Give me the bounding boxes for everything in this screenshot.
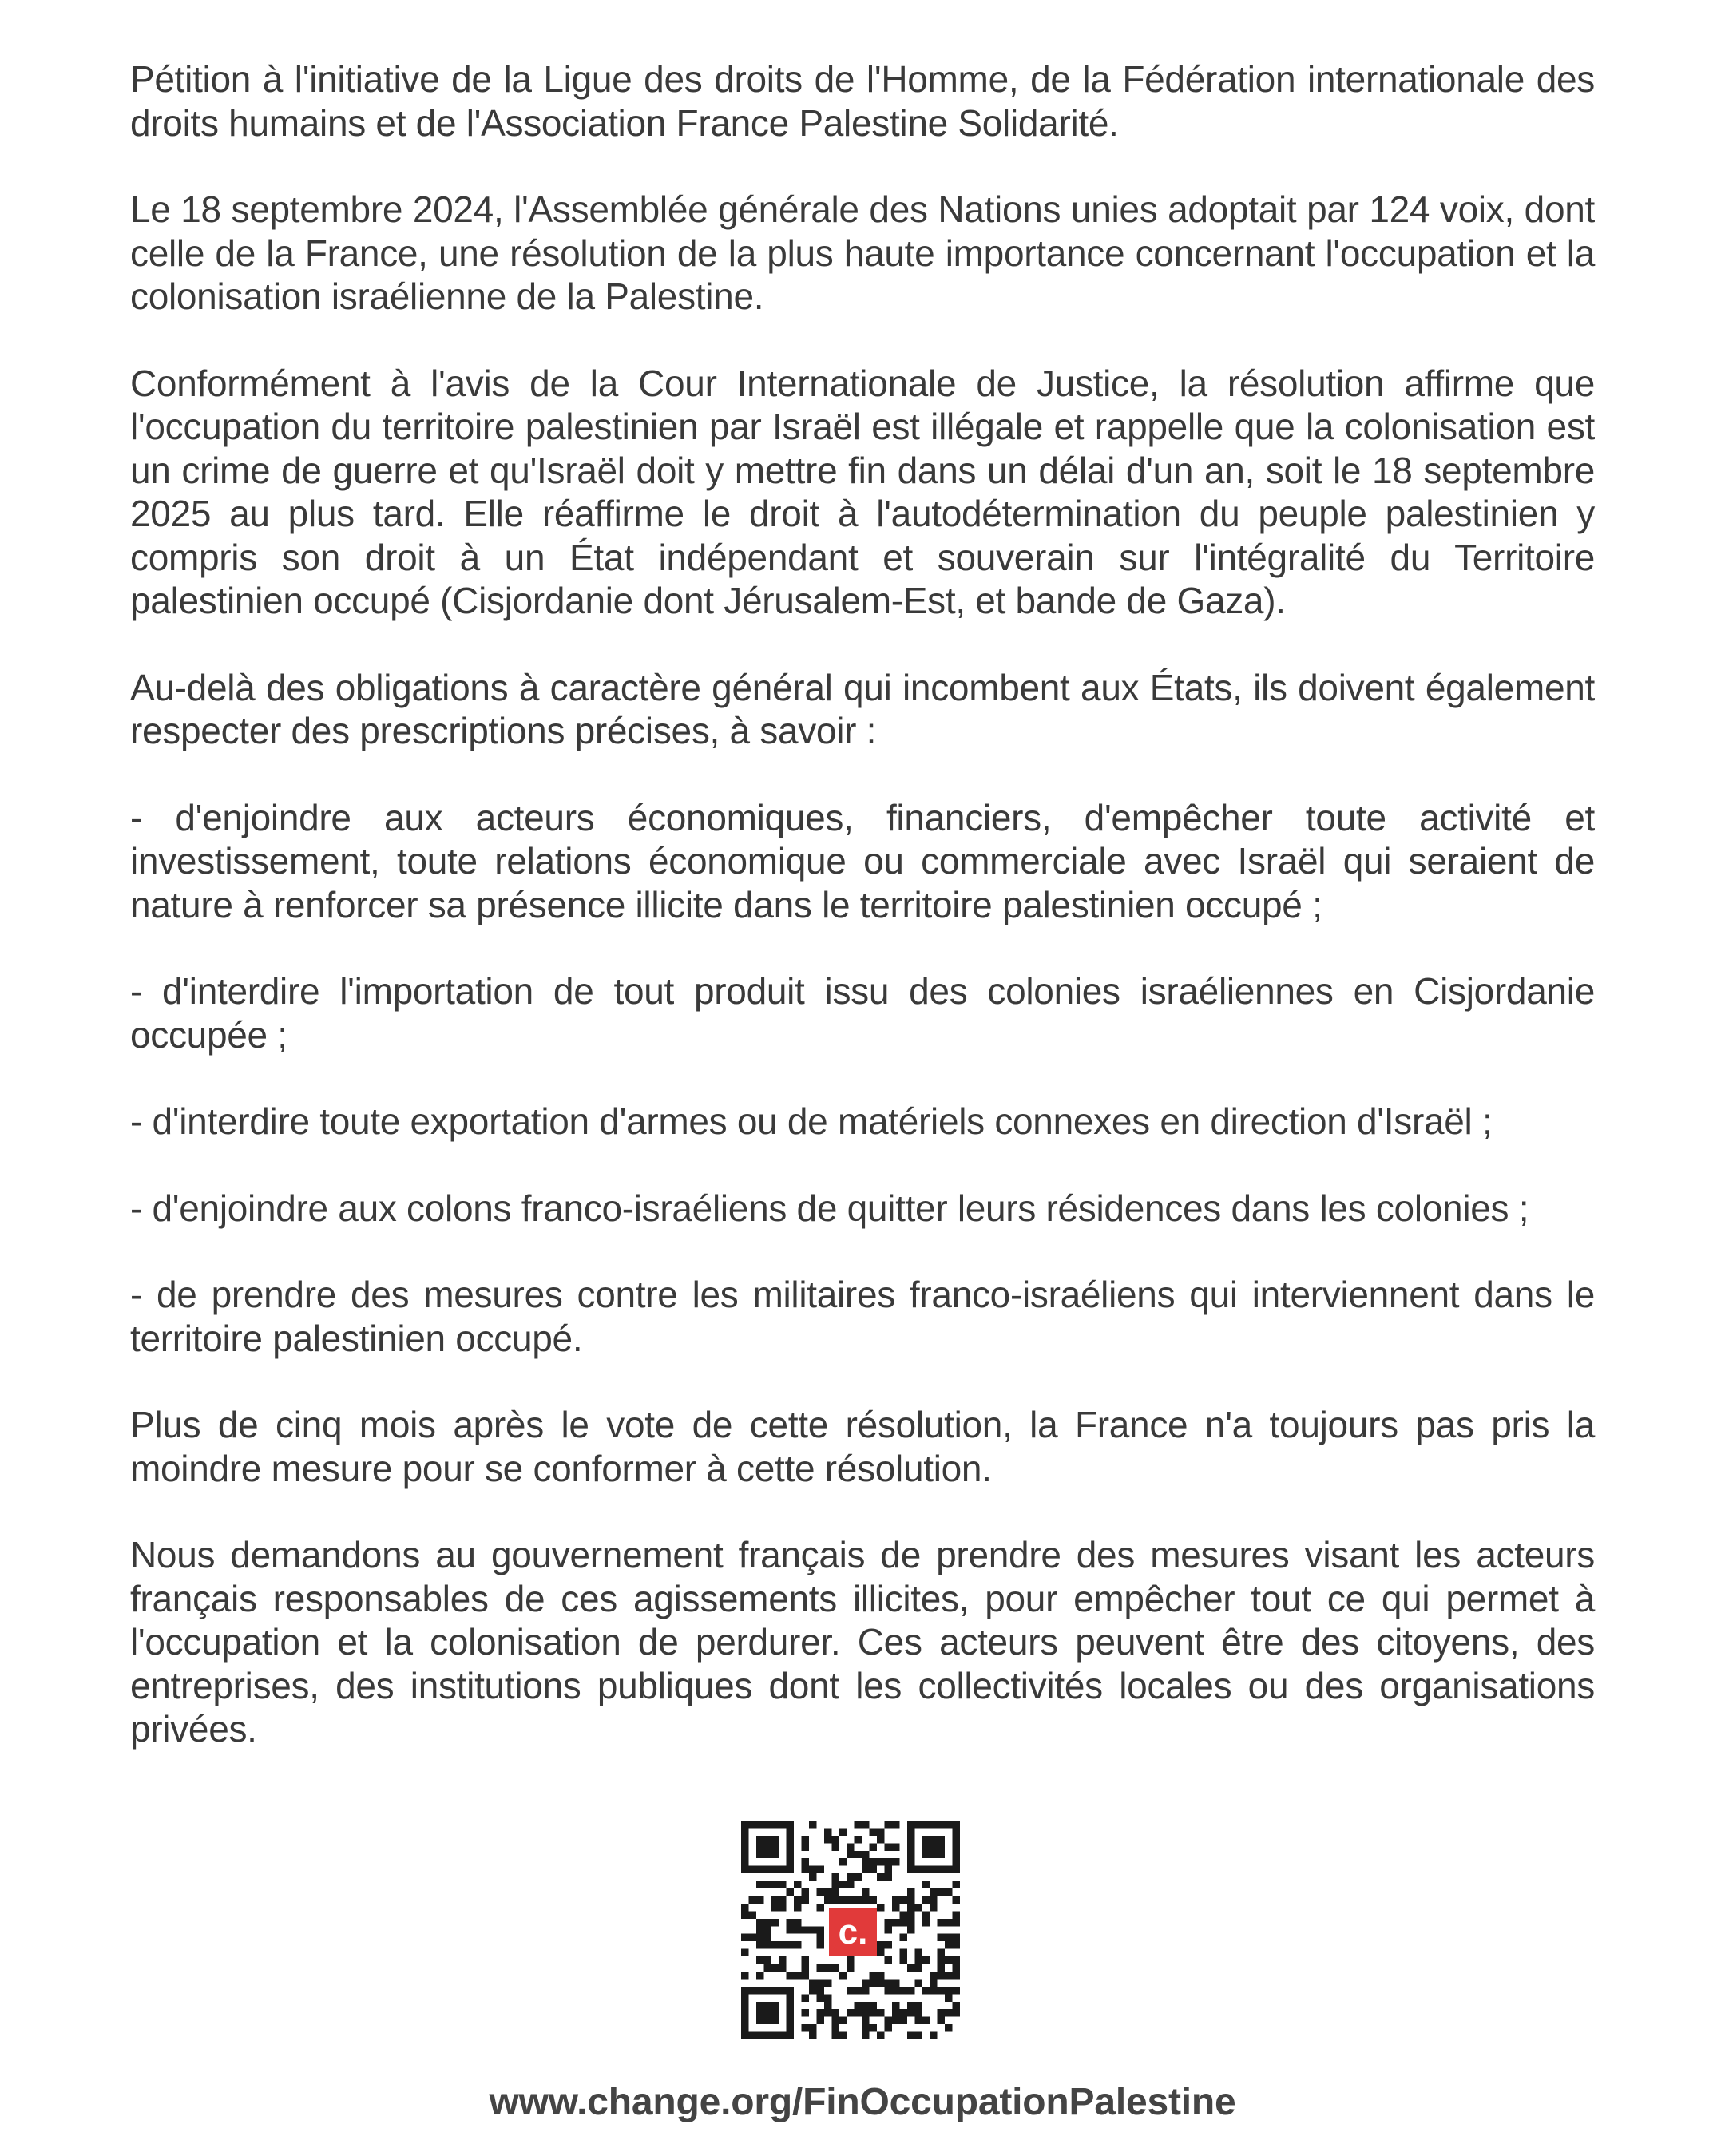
- list-item-arms-export-ban: - d'interdire toute exportation d'armes ou de matériels connexes en direction d'Israël ;: [130, 1100, 1493, 1142]
- change-org-logo-icon: c.: [829, 1908, 877, 1956]
- petition-url-link[interactable]: www.change.org/FinOccupationPalestine: [489, 2081, 1236, 2123]
- paragraph-intro: Pétition à l'initiative de la Ligue des droits de l'Homme, de la Fédération internationale des droits humains et de l'Association France Palestine Solidarité.: [130, 58, 1595, 144]
- paragraph-obligations: Au-delà des obligations à caractère général qui incombent aux États, ils doivent également respecter des prescriptions précises, à savoir :: [130, 666, 1595, 751]
- paragraph-cij-opinion: Conformément à l'avis de la Cour Internationale de Justice, la résolution affirme que l'occupation du territoire palestinien par Israël est illégale et rappelle que la colonisation est un crime de guerre et qu'Israël doit y mettre fin dans un délai d'un an, soit le 18 septembre 2025 au plus tard. Elle réaffirme le droit à l'autodétermination du peuple palestinien y compris son droit à un État indépendant et souverain sur l'intégralité du Territoire palestinien occupé (Cisjordanie dont Jérusalem-Est, et bande de Gaza).: [130, 362, 1595, 621]
- paragraph-resolution: Le 18 septembre 2024, l'Assemblée générale des Nations unies adoptait par 124 voix, dont celle de la France, une résolution de la plus haute importance concernant l'occupation et la colonisation israélienne de la Palestine.: [130, 188, 1595, 317]
- list-item-settlers: - d'enjoindre aux colons franco-israéliens de quitter leurs résidences dans les colonies ;: [130, 1187, 1529, 1229]
- petition-text: [130, 57, 1595, 1794]
- paragraph-france-inaction: Plus de cinq mois après le vote de cette résolution, la France n'a toujours pas pris la moindre mesure pour se conformer à cette résolution.: [130, 1404, 1595, 1489]
- paragraph-demand: Nous demandons au gouvernement français de prendre des mesures visant les acteurs français responsables de ces agissements illicites, pour empêcher tout ce qui permet à l'occupation et la colonisation de perdurer. Ces acteurs peuvent être des citoyens, des entreprises, des institutions publiques dont les collectivités locales ou des organisations privées.: [130, 1534, 1595, 1750]
- list-item-military: - de prendre des mesures contre les militaires franco-israéliens qui interviennent dans le territoire palestinien occupé.: [130, 1274, 1595, 1359]
- list-item-economic-actors: - d'enjoindre aux acteurs économiques, financiers, d'empêcher toute activité et investissement, toute relations économique ou commerciale avec Israël qui seraient de nature à renforcer sa présence illicite dans le territoire palestinien occupé ;: [130, 796, 1595, 925]
- list-item-import-ban: - d'interdire l'importation de tout produit issu des colonies israéliennes en Cisjordanie occupée ;: [130, 970, 1595, 1056]
- qr-code[interactable]: [741, 1821, 960, 2039]
